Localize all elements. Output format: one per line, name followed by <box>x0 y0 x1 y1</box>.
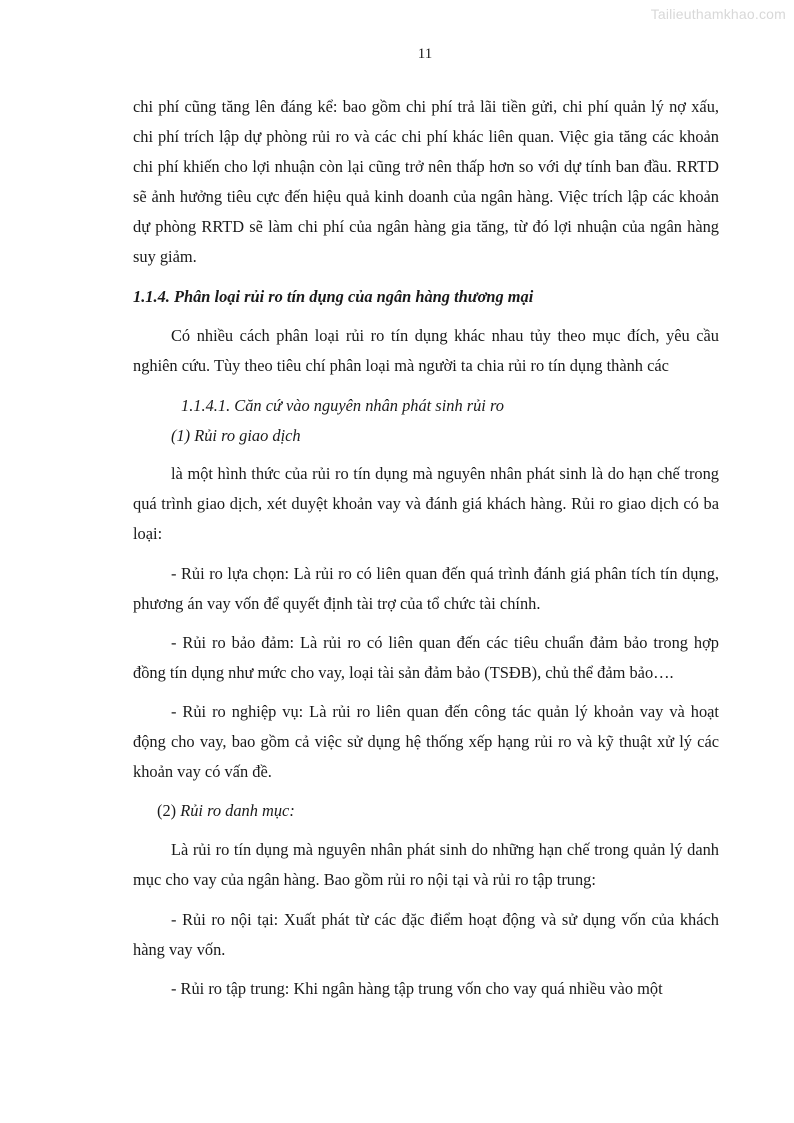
item-heading-transaction-risk: (1) Rủi ro giao dịch <box>171 426 301 445</box>
item-title: Rủi ro danh mục: <box>180 801 295 820</box>
bullet-intrinsic-risk: - Rủi ro nội tại: Xuất phát từ các đặc điểm hoạt động và sử dụng vốn của khách hàng vay vốn. <box>133 910 719 959</box>
paragraph-classification: Có nhiều cách phân loại rủi ro tín dụng khác nhau tủy theo mục đích, yêu cầu nghiên cứu. Tùy theo tiêu chí phân loại mà người ta chia rủi ro tín dụng thành các <box>133 326 719 375</box>
item-heading-portfolio-risk <box>133 796 719 826</box>
paragraph-portfolio-risk: Là rủi ro tín dụng mà nguyên nhân phát sinh do những hạn chế trong quản lý danh mục cho vay của ngân hàng. Bao gồm rủi ro nội tại và rủi ro tập trung: <box>133 840 719 889</box>
paragraph-transaction-risk: là một hình thức của rủi ro tín dụng mà nguyên nhân phát sinh là do hạn chế trong quá trình giao dịch, xét duyệt khoản vay và đánh giá khách hàng. Rủi ro giao dịch có ba loại: <box>133 464 719 543</box>
paragraph-costs: chi phí cũng tăng lên đáng kể: bao gồm chi phí trả lãi tiền gửi, chi phí quản lý nợ xấu, chi phí trích lập dự phòng rủi ro và các chi phí khác liên quan. Việc gia tăng các khoản chi phí khiến cho lợi nhuận còn lại cũng trở nên thấp hơn so với dự tính ban đầu. RRTD sẽ ảnh hưởng tiêu cực đến hiệu quả kinh doanh của ngân hàng. Việc trích lập các khoản dự phòng RRTD sẽ làm chi phí của ngân hàng gia tăng, từ đó lợi nhuận của ngân hàng suy giảm. <box>133 97 719 266</box>
bullet-concentration-risk: - Rủi ro tập trung: Khi ngân hàng tập trung vốn cho vay quá nhiều vào một <box>171 979 663 998</box>
document-body <box>133 92 719 1013</box>
bullet-collateral-risk: - Rủi ro bảo đảm: Là rủi ro có liên quan đến các tiêu chuẩn đảm bảo trong hợp đồng tín dụng như mức cho vay, loại tài sản đảm bảo (TSĐB), chủ thể đảm bảo…. <box>133 633 719 682</box>
watermark: Tailieuthamkhao.com <box>650 6 786 22</box>
item-number: (2) <box>157 801 181 820</box>
section-heading: 1.1.4. Phân loại rủi ro tín dụng của ngân hàng thương mại <box>133 287 534 306</box>
subsection-heading: 1.1.4.1. Căn cứ vào nguyên nhân phát sinh rủi ro <box>181 396 504 415</box>
bullet-operational-risk: - Rủi ro nghiệp vụ: Là rủi ro liên quan đến công tác quản lý khoản vay và hoạt động cho vay, bao gồm cả việc sử dụng hệ thống xếp hạng rủi ro và kỹ thuật xử lý các khoản vay có vấn đề. <box>133 702 719 781</box>
bullet-selection-risk: - Rủi ro lựa chọn: Là rủi ro có liên quan đến quá trình đánh giá phân tích tín dụng, phương án vay vốn để quyết định tài trợ của tổ chức tài chính. <box>133 564 719 613</box>
page-number: 11 <box>417 46 433 62</box>
